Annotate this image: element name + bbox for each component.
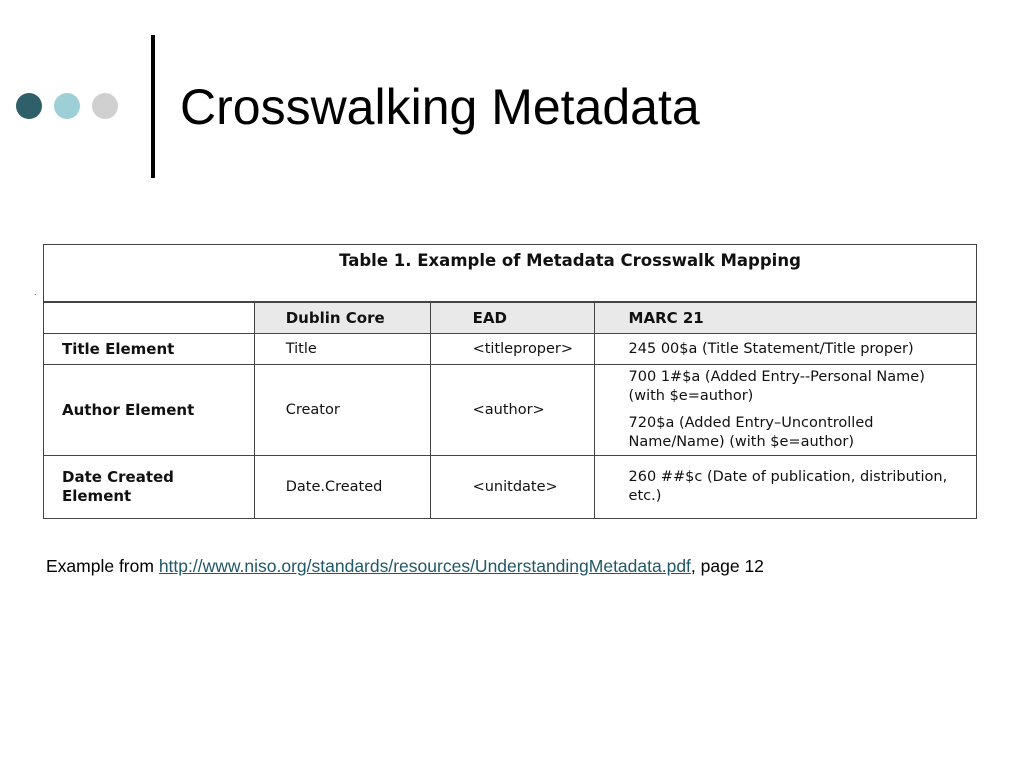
table-caption: Table 1. Example of Metadata Crosswalk Mapping	[44, 245, 977, 303]
marc-line: 720$a (Added Entry–Uncontrolled	[628, 415, 874, 431]
header-dublin-core: Dublin Core	[254, 302, 430, 334]
cell-ead: <author>	[430, 365, 594, 456]
source-prefix: Example from	[46, 556, 159, 576]
cell-ead: <unitdate>	[430, 456, 594, 519]
stray-mark: ·	[34, 290, 37, 299]
slide-title: Crosswalking Metadata	[180, 79, 700, 135]
caption-row	[44, 245, 977, 303]
dot-light	[54, 93, 80, 119]
cell-dublin-core: Date.Created	[254, 456, 430, 519]
row-label: Title Element	[44, 334, 255, 365]
cell-marc21: 245 00$a (Title Statement/Title proper)	[594, 334, 976, 365]
crosswalk-table-image	[43, 244, 977, 519]
source-link[interactable]: http://www.niso.org/standards/resources/UnderstandingMetadata.pdf	[158, 556, 691, 576]
marc-line: 260 ##$c (Date of publication, distribution,	[628, 469, 948, 485]
marc-line: etc.)	[628, 488, 662, 504]
table-header-row	[44, 302, 977, 334]
marc-line: Name/Name) (with $e=author)	[628, 434, 855, 450]
marc-line: 700 1#$a (Added Entry--Personal Name)	[628, 369, 925, 385]
row-label: Date Created Element	[44, 456, 255, 519]
source-suffix: , page 12	[690, 556, 764, 576]
cell-ead: <titleproper>	[430, 334, 594, 365]
row-label: Author Element	[44, 365, 255, 456]
cell-dublin-core: Title	[254, 334, 430, 365]
cell-marc21	[594, 456, 976, 519]
cell-dublin-core: Creator	[254, 365, 430, 456]
table-row	[44, 334, 977, 365]
dot-gray	[92, 93, 118, 119]
dot-dark	[16, 93, 42, 119]
source-note	[46, 556, 764, 577]
title-divider	[151, 35, 155, 178]
header-marc21: MARC 21	[594, 302, 976, 334]
marc-line: (with $e=author)	[628, 388, 754, 404]
header-ead: EAD	[430, 302, 594, 334]
crosswalk-table	[43, 244, 977, 519]
cell-marc21	[594, 365, 976, 456]
header-blank	[44, 302, 255, 334]
table-row	[44, 456, 977, 519]
decorative-dots	[16, 93, 118, 119]
table-row	[44, 365, 977, 456]
